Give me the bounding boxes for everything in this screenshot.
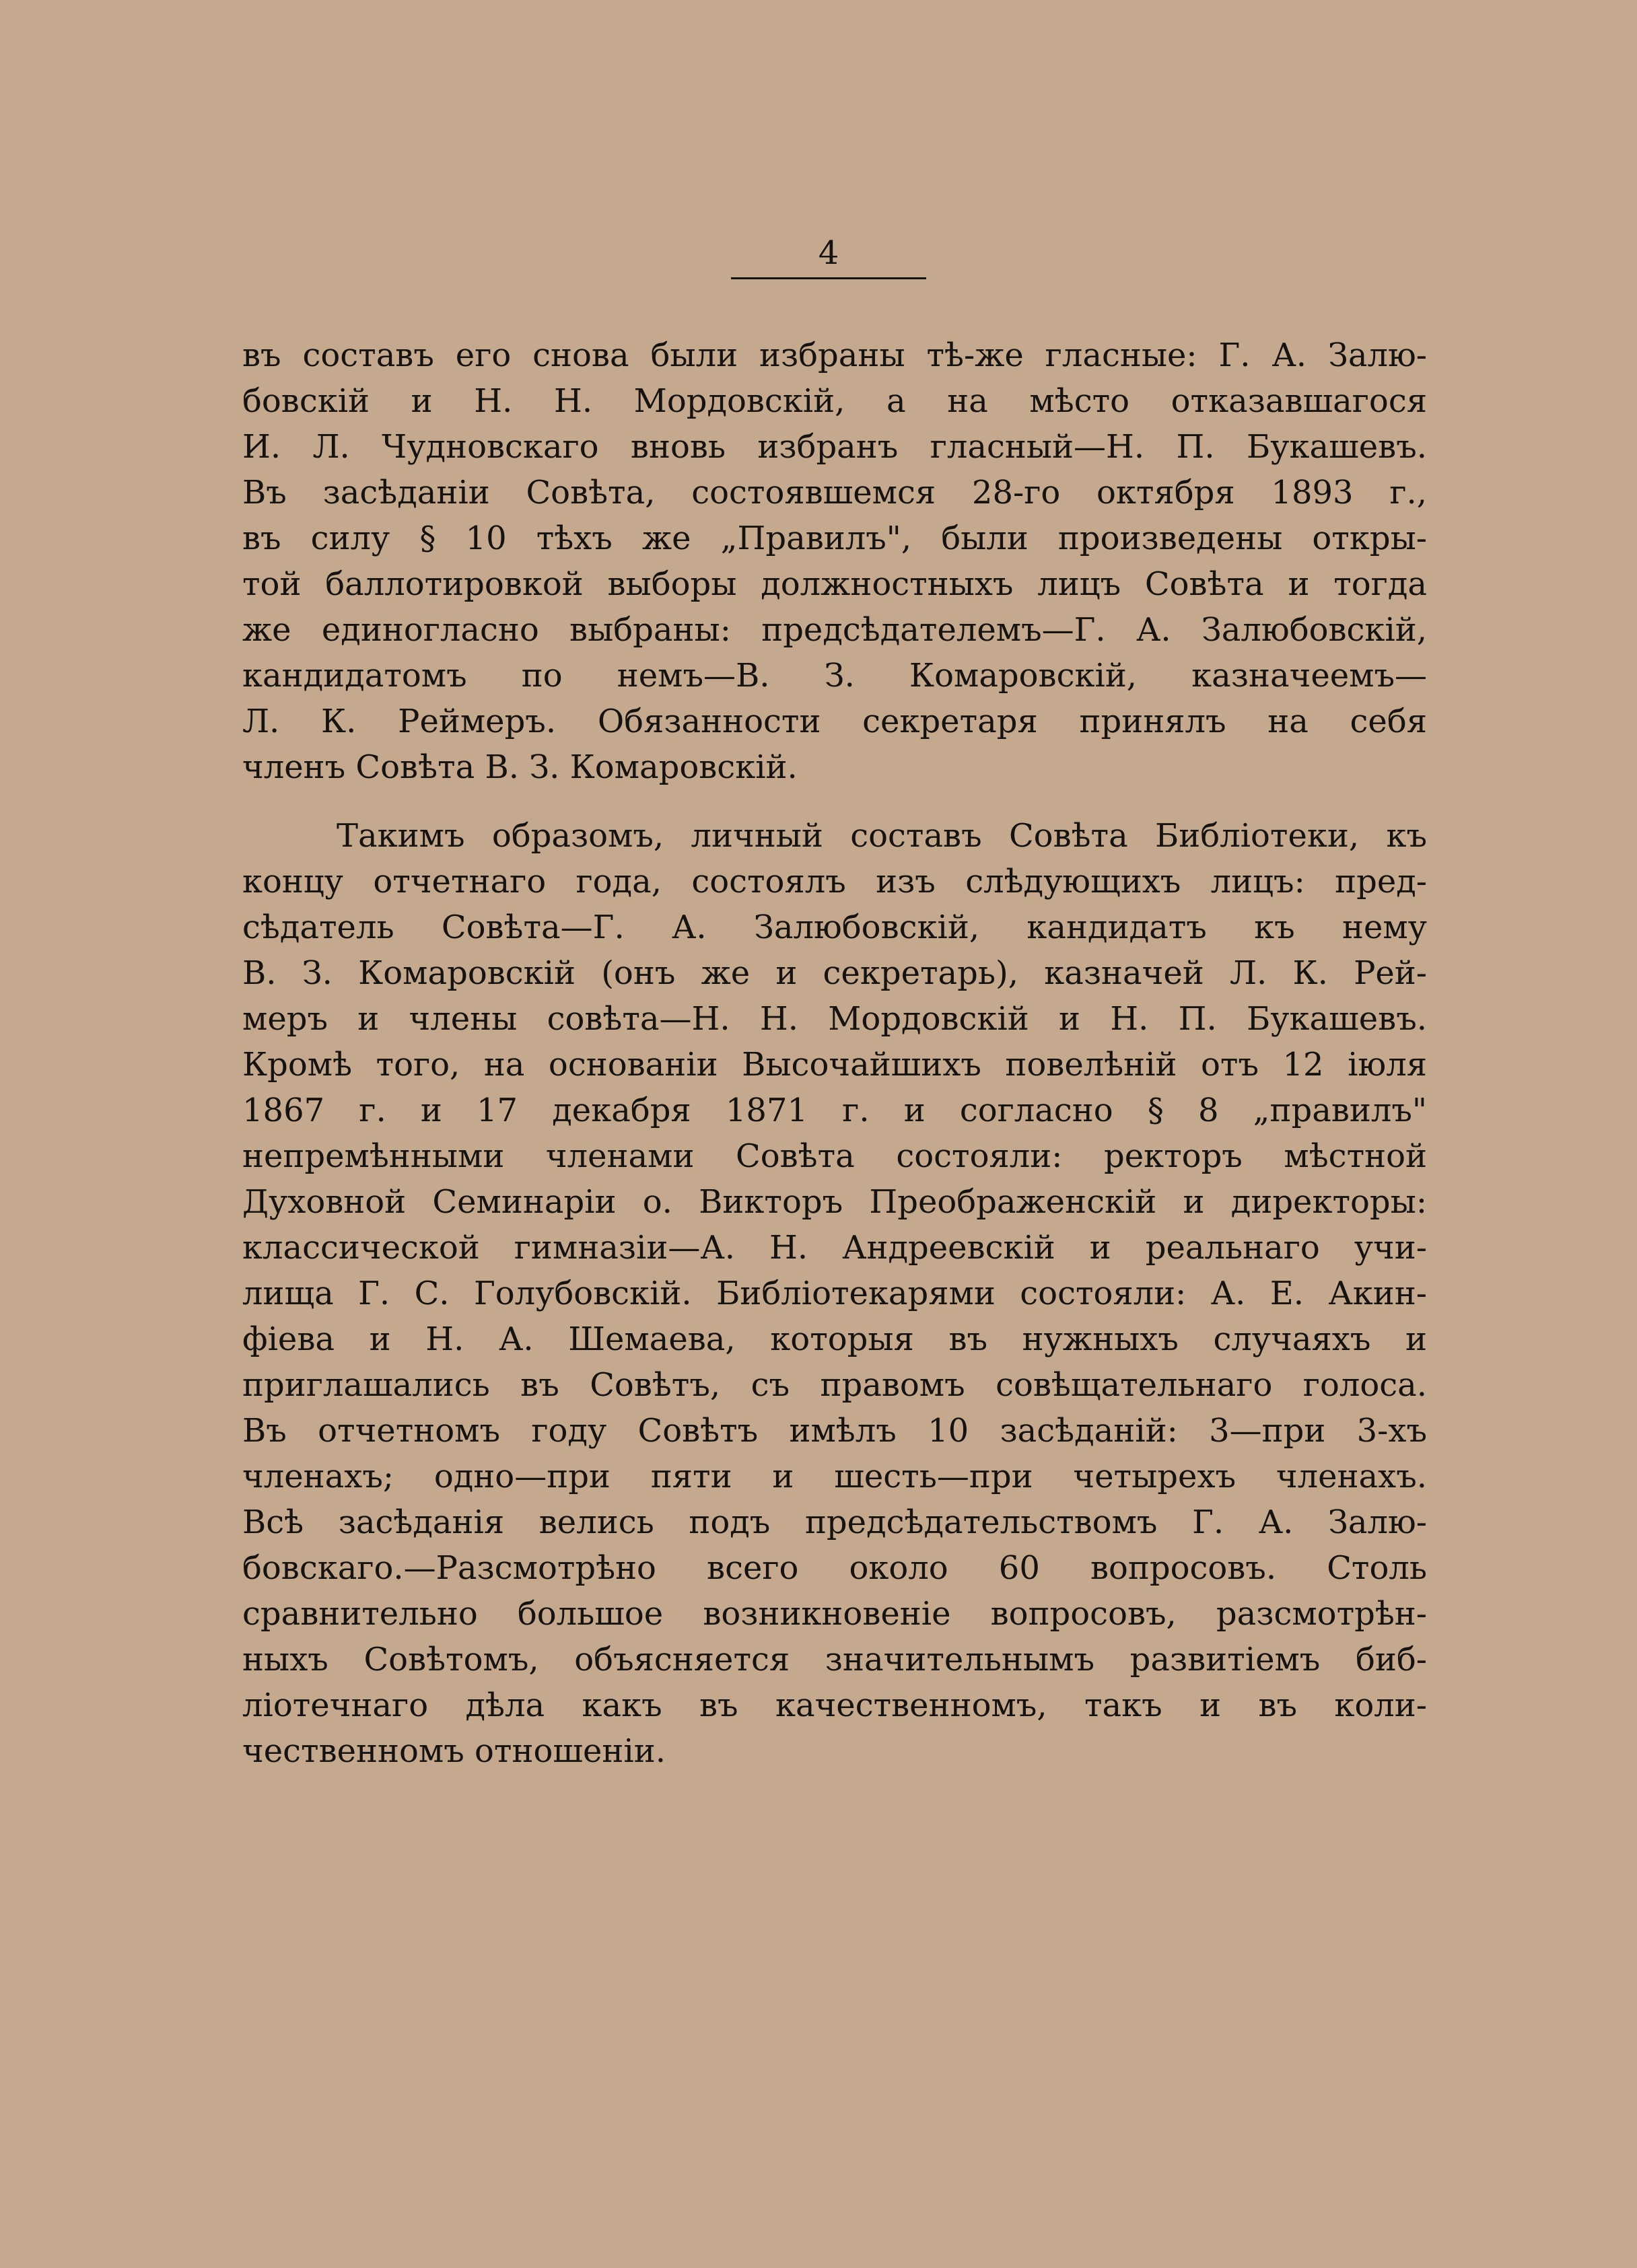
page-number-rule — [731, 277, 926, 279]
body-text — [242, 332, 1427, 1774]
text-line: чественномъ отношеніи. — [242, 1732, 666, 1770]
text-line: фіева и Н. А. Шемаева, которыя въ нужныхъ случаяхъ и — [242, 1320, 1427, 1358]
text-line: членахъ; одно—при пяти и шесть—при четырехъ членахъ. — [242, 1458, 1427, 1495]
text-line: членъ Совѣта В. З. Комаровскій. — [242, 748, 798, 786]
text-line: ныхъ Совѣтомъ, объясняется значительнымъ развитіемъ биб- — [242, 1641, 1427, 1678]
text-line: приглашались въ Совѣтъ, съ правомъ совѣщательнаго голоса. — [242, 1366, 1427, 1404]
page-number: 4 — [818, 234, 839, 272]
text-line: концу отчетнаго года, состоялъ изъ слѣдующихъ лицъ: пред- — [242, 863, 1427, 900]
paragraph-1 — [242, 332, 1427, 790]
text-line: Духовной Семинаріи о. Викторъ Преображенскій и директоры: — [242, 1183, 1427, 1221]
text-line: въ силу § 10 тѣхъ же „Правилъ", были произведены откры- — [242, 520, 1427, 557]
text-line: Всѣ засѣданія велись подъ предсѣдательствомъ Г. А. Залю- — [242, 1503, 1427, 1541]
text-line: сѣдатель Совѣта—Г. А. Залюбовскій, кандидатъ къ нему — [242, 909, 1427, 946]
text-line: Въ засѣданіи Совѣта, состоявшемся 28-го октября 1893 г., — [242, 474, 1427, 511]
text-line: же единогласно выбраны: предсѣдателемъ—Г. А. Залюбовскій, — [242, 611, 1427, 649]
paragraph-2 — [242, 813, 1427, 1774]
text-line: В. З. Комаровскій (онъ же и секретарь), казначей Л. К. Рей- — [242, 954, 1427, 992]
text-line: кандидатомъ по немъ—В. З. Комаровскій, казначеемъ— — [242, 657, 1427, 695]
text-line: непремѣнными членами Совѣта состояли: ректоръ мѣстной — [242, 1137, 1427, 1175]
text-line: Л. К. Реймеръ. Обязанности секретаря принялъ на себя — [242, 703, 1427, 740]
text-line: меръ и члены совѣта—Н. Н. Мордовскій и Н. П. Букашевъ. — [242, 1000, 1427, 1038]
text-line: Въ отчетномъ году Совѣтъ имѣлъ 10 засѣданій: 3—при 3-хъ — [242, 1412, 1427, 1450]
text-line: бовскаго.—Разсмотрѣно всего около 60 вопросовъ. Столь — [242, 1549, 1427, 1587]
text-line: 1867 г. и 17 декабря 1871 г. и согласно § 8 „правилъ" — [242, 1092, 1427, 1129]
text-line: сравнительно большое возникновеніе вопросовъ, разсмотрѣн- — [242, 1595, 1427, 1633]
text-line: той баллотировкой выборы должностныхъ лицъ Совѣта и тогда — [242, 565, 1427, 603]
text-line: въ составъ его снова были избраны тѣ-же гласные: Г. А. Залю- — [242, 336, 1427, 374]
text-line: ліотечнаго дѣла какъ въ качественномъ, такъ и въ коли- — [242, 1687, 1427, 1724]
text-line: Такимъ образомъ, личный составъ Совѣта Библіотеки, къ — [337, 817, 1427, 855]
text-line: лища Г. С. Голубовскій. Библіотекарями состояли: А. Е. Акин- — [242, 1275, 1427, 1312]
text-line: И. Л. Чудновскаго вновь избранъ гласный—Н. П. Букашевъ. — [242, 428, 1427, 466]
text-line: Кромѣ того, на основаніи Высочайшихъ повелѣній отъ 12 іюля — [242, 1046, 1427, 1084]
text-line: классической гимназіи—А. Н. Андреевскій и реальнаго учи- — [242, 1229, 1427, 1267]
paragraph-gap — [242, 790, 1427, 813]
text-line: бовскій и Н. Н. Мордовскій, а на мѣсто отказавшагося — [242, 382, 1427, 420]
